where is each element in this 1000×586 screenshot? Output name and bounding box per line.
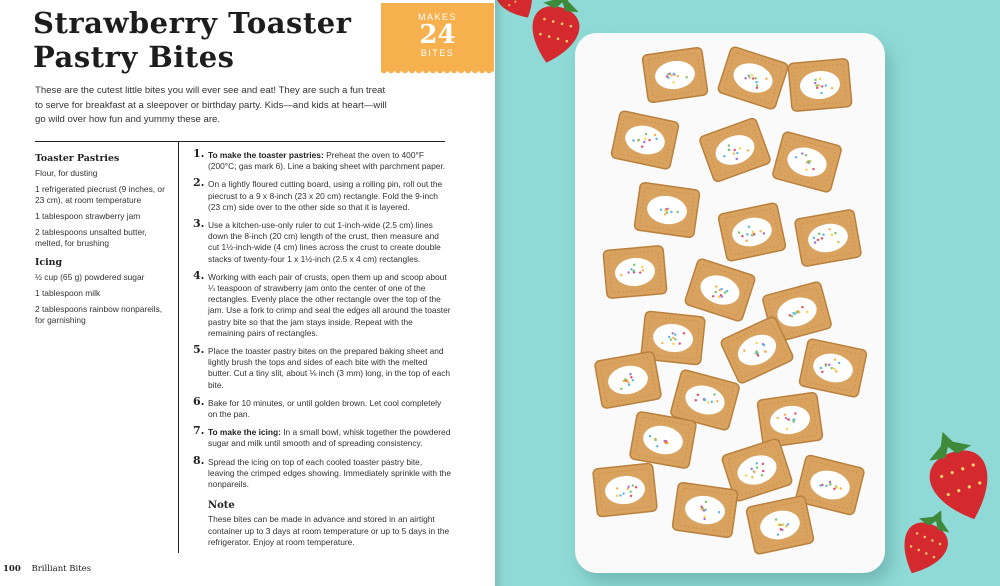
page-footer xyxy=(3,564,91,574)
step-text: Bake for 10 minutes, or until golden brown. Let cool completely on the pan. xyxy=(208,397,442,420)
ingredient-item: 1 tablespoon strawberry jam xyxy=(35,211,141,221)
pastry-bite xyxy=(642,47,708,103)
pastry-bite xyxy=(757,392,823,448)
step-text: Preheat the oven to 400°F (200°C; gas mark 6). Line a baking sheet with parchment paper. xyxy=(208,150,446,172)
horizontal-divider xyxy=(35,141,445,142)
step-lead: To make the icing: xyxy=(208,427,281,438)
direction-step xyxy=(193,176,451,213)
step-lead: To make the toaster pastries: xyxy=(208,150,324,160)
book-gutter-shadow xyxy=(495,0,505,586)
step-number: 1. xyxy=(193,147,205,160)
step-number: 3. xyxy=(193,217,205,231)
ingredient-group-heading: Icing xyxy=(35,257,63,268)
pastry-bite xyxy=(634,182,700,238)
recipe-title xyxy=(33,6,363,74)
ingredient-item: 1 refrigerated piecrust (9 inches, or 23 cm), at room temperature xyxy=(35,184,165,205)
direction-step xyxy=(193,343,451,391)
ingredients-column xyxy=(35,153,170,331)
ingredient-item: 2 tablespoons unsalted butter, melted, for brushing xyxy=(35,227,147,248)
ingredient-group-heading: Toaster Pastries xyxy=(35,153,120,164)
step-text: Spread the icing on top of each cooled toaster pastry bite, leaving the crimped edges showing. Immediately sprinkle with the nonpareils. xyxy=(208,456,451,490)
ingredient-item: 2 tablespoons rainbow nonpareils, for garnishing xyxy=(35,304,163,325)
step-number: 5. xyxy=(193,343,205,357)
ingredient-item: ½ cup (65 g) powdered sugar xyxy=(35,272,145,282)
direction-step xyxy=(193,147,451,172)
direction-step xyxy=(193,268,451,339)
ingredient-item: 1 tablespoon milk xyxy=(35,288,101,298)
book-title: Brilliant Bites xyxy=(31,564,92,574)
recipe-intro: These are the cutest little bites you will ever see and eat! They are such a fun treat to serve for breakfast at a sleepover or birthday party. Kids—and kids at heart—will go wild over how fun and yummy these are. xyxy=(35,85,387,125)
pastry-bite xyxy=(794,209,861,267)
food-photo-illustration xyxy=(495,0,1000,586)
step-text: Place the toaster pastry bites on the prepared baking sheet and lightly brush the tops and sides of each bite with the melted butter. Cut a tiny slit, about ⅛ inch (3 mm) long, in the top of each bite. xyxy=(208,346,451,390)
directions-column xyxy=(193,147,451,548)
badge-scalloped-edge xyxy=(381,70,494,75)
step-text: In a small bowl, whisk together the powdered sugar and milk until smooth and of spreading consistency. xyxy=(208,427,451,449)
note-heading: Note xyxy=(208,500,235,512)
vertical-divider xyxy=(178,141,179,553)
step-number: 7. xyxy=(193,424,205,438)
note-text: These bites can be made in advance and stored in an airtight container up to 3 days at room temperature or up to 5 days in the refrigerator. Enjoy at room temperature. xyxy=(208,514,450,547)
recipe-photo xyxy=(495,0,1000,586)
pastry-bite xyxy=(788,58,852,111)
makes-number: 24 xyxy=(419,20,456,50)
direction-step xyxy=(193,424,451,449)
pastry-bite xyxy=(672,482,738,538)
makes-label: MAKES xyxy=(417,12,457,22)
pastry-bite xyxy=(593,463,658,517)
pastry-bite xyxy=(629,411,696,469)
makes-badge xyxy=(381,3,494,71)
makes-unit: BITES xyxy=(420,48,455,58)
step-number: 2. xyxy=(193,176,205,190)
title-line-2: Pastry Bites xyxy=(33,40,235,74)
step-text: Working with each pair of crusts, open them up and scoop about ¼ teaspoon of strawberry jam onto the center of one of the rectangles. Evenly place the other rectangle over the top of the jam. Use a fork to crimp and seal the edges all around the toaster pastry bite so that the jam stays inside. Repeat with the remaining pairs of rectangles. xyxy=(208,271,451,338)
direction-step xyxy=(193,394,451,420)
pastry-bite xyxy=(603,245,667,298)
page-number: 100 xyxy=(3,564,21,574)
step-text: On a lightly floured cutting board, using a rolling pin, roll out the piecrust to a 9 x 8-inch (23 x 20 cm) rectangle. Fold the 9-inch (23 cm) side over to the other side so that it is layered. xyxy=(208,179,443,212)
step-number: 8. xyxy=(193,453,205,467)
step-number: 6. xyxy=(193,394,205,408)
pastry-bite xyxy=(594,351,661,409)
step-number: 4. xyxy=(193,268,205,282)
recipe-page xyxy=(0,0,495,586)
title-line-1: Strawberry Toaster xyxy=(33,6,352,40)
ingredient-item: Flour, for dusting xyxy=(35,168,98,178)
direction-step xyxy=(193,217,451,265)
direction-step xyxy=(193,453,451,491)
step-text: Use a kitchen-use-only ruler to cut 1-inch-wide (2.5 cm) lines down the 8-inch (20 cm) length of the crust, then measure and cut 1½-inch-wide (4 cm) lines across the crust to create double stacks of twenty-four 1 x 1½-inch (2.5 x 4 cm) rectangles. xyxy=(208,220,441,264)
